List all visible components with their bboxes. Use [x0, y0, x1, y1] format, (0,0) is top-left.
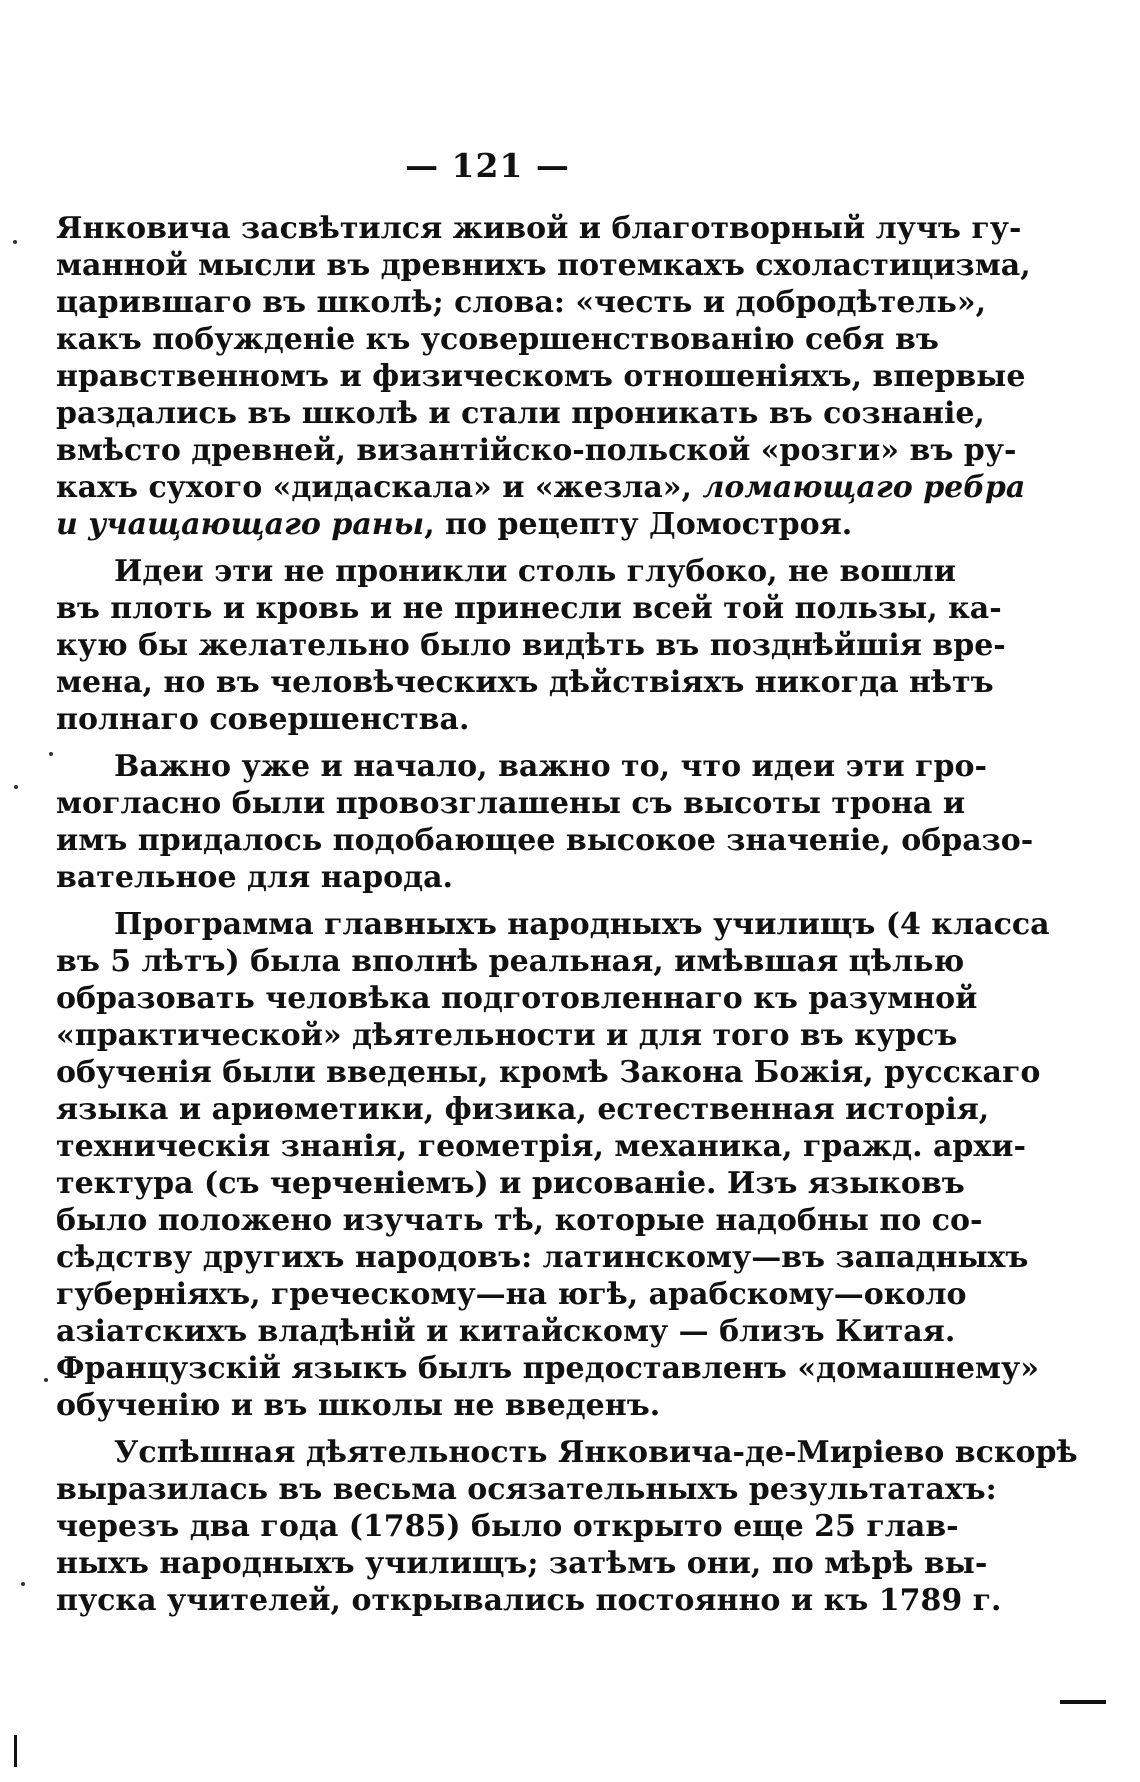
scan-speck [44, 1378, 48, 1382]
scan-speck [49, 752, 53, 756]
text-line: Янковича засвѣтился живой и благотворный лучъ гу- [56, 211, 1022, 246]
text-line: выразилась въ весьма осязательныхъ результатахъ: [56, 1472, 997, 1507]
text-line: ныхъ народныхъ училищъ; затѣмъ они, по мѣрѣ вы- [56, 1546, 988, 1581]
text-line: Важно уже и начало, важно то, что идеи эти гро- [114, 749, 987, 784]
scan-speck [13, 240, 17, 244]
text-line: Программа главныхъ народныхъ училищъ (4 класса [114, 907, 1050, 942]
italic-run: ломающаго ребра [702, 470, 1026, 505]
text-line: имъ придалось подобающее высокое значеніе, образо- [56, 823, 1034, 858]
text-line: раздались въ школѣ и стали проникать въ сознаніе, [56, 396, 985, 431]
body-text [56, 210, 1078, 1619]
text-line: въ 5 лѣтъ) была вполнѣ реальная, имѣвшая цѣлью [56, 944, 965, 979]
scan-dash-mark [1060, 1700, 1106, 1704]
text-line: было положено изучать тѣ, которые надобны по со- [56, 1203, 983, 1238]
text-line: какъ побужденіе къ усовершенствованію себя въ [56, 322, 939, 357]
text-line: въ плоть и кровь и не принесли всей той пользы, ка- [56, 591, 1002, 626]
text-line: губерніяхъ, греческому—на югѣ, арабскому—около [56, 1277, 967, 1312]
text-line: языка и ариѳметики, физика, естественная исторія, [56, 1092, 990, 1127]
text-line: обученія были введены, кромѣ Закона Божія, русскаго [56, 1055, 1041, 1090]
page-number: — 121 — [405, 146, 570, 185]
text-line: сѣдству другихъ народовъ: латинскому—въ западныхъ [56, 1240, 1029, 1275]
scan-edge-mark [14, 1735, 17, 1767]
text-line: Французскій языкъ былъ предоставленъ «домашнему» [56, 1351, 1039, 1386]
text-line: манной мысли въ древнихъ потемкахъ схоластицизма, [56, 248, 1031, 283]
text-line: Идеи эти не проникли столь глубоко, не вошли [114, 554, 956, 589]
text-run: кахъ сухого «дидаскала» и «жезла», [56, 470, 703, 505]
text-line [56, 469, 1026, 506]
text-line: черезъ два года (1785) было открыто еще 25 глав- [56, 1509, 959, 1544]
text-line: «практической» дѣятельности и для того въ курсъ [56, 1018, 958, 1053]
italic-run: и учащающаго раны [56, 507, 425, 542]
text-line: техническія знанія, геометрія, механика, гражд. архи- [56, 1129, 1026, 1164]
text-line: азіатскихъ владѣній и китайскому — близъ Китая. [56, 1314, 956, 1349]
text-line: обученію и въ школы не введенъ. [56, 1388, 661, 1423]
text-line: Успѣшная дѣятельность Янковича-де-Миріево вскорѣ [114, 1435, 1078, 1470]
scan-speck [14, 785, 18, 789]
text-line: вмѣсто древней, византійско-польской «розги» въ ру- [56, 433, 1017, 468]
text-line: полнаго совершенства. [56, 702, 470, 737]
text-line [56, 506, 936, 543]
text-run: , по рецепту Домостроя. [424, 507, 853, 542]
scan-speck [21, 1582, 25, 1586]
text-line: образовать человѣка подготовленнаго къ разумной [56, 981, 978, 1016]
text-line: царившаго въ школѣ; слова: «честь и добродѣтель», [56, 285, 987, 320]
text-line: пуска учителей, открывались постоянно и къ 1789 г. [56, 1583, 1002, 1618]
text-line: вательное для народа. [56, 860, 453, 895]
text-line: тектура (съ черченіемъ) и рисованіе. Изъ языковъ [56, 1166, 965, 1201]
text-line: мена, но въ человѣческихъ дѣйствіяхъ никогда нѣтъ [56, 665, 994, 700]
text-line: нравственномъ и физическомъ отношеніяхъ, впервые [56, 359, 1026, 394]
text-line: могласно были провозглашены съ высоты трона и [56, 786, 966, 821]
text-line: кую бы желательно было видѣть въ позднѣйшія вре- [56, 628, 1006, 663]
